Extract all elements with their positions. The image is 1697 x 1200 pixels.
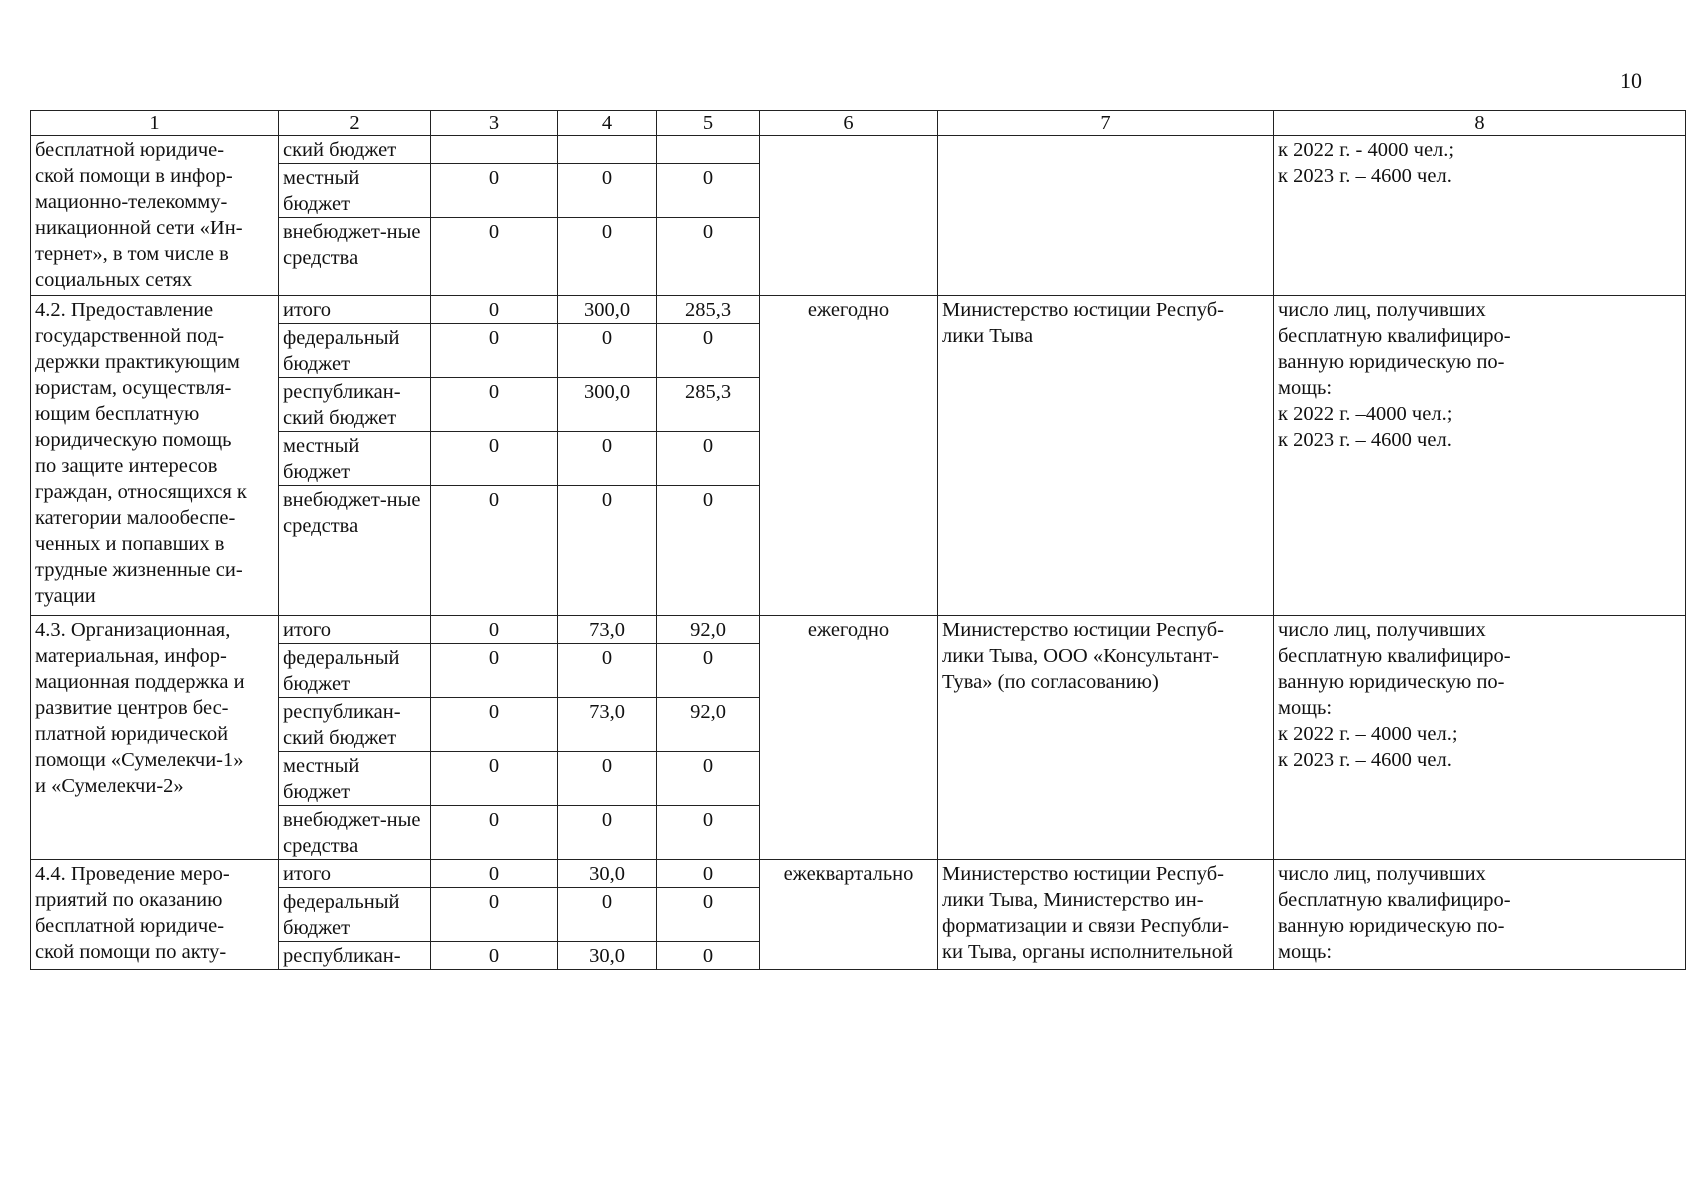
measure-name-line: ской помощи в инфор-	[35, 165, 233, 187]
header-cell: 5	[657, 111, 760, 136]
measure-name-line: бесплатной юридиче-	[35, 139, 225, 161]
amount-c3: 0	[431, 324, 558, 378]
executor-cell	[938, 616, 1274, 860]
measure-name-line: мационная поддержка и	[35, 671, 245, 693]
amount-c5: 0	[657, 644, 760, 698]
funding-source: внебюджет-ные средства	[279, 486, 431, 616]
executor-line: форматизации и связи Республи-	[942, 915, 1229, 937]
header-cell: 6	[760, 111, 938, 136]
funding-source: республикан-ский бюджет	[279, 698, 431, 752]
indicator-line: ванную юридическую по-	[1278, 915, 1505, 937]
measure-name-line: юристам, осуществля-	[35, 377, 232, 399]
funding-source: республикан-	[279, 942, 431, 970]
indicator-line: к 2022 г. –4000 чел.;	[1278, 403, 1453, 425]
measure-name-line: трудные жизненные си-	[35, 559, 243, 581]
indicator-line: к 2023 г. – 4600 чел.	[1278, 165, 1452, 187]
funding-row	[31, 616, 1686, 644]
funding-source: республикан-ский бюджет	[279, 378, 431, 432]
measure-name-line: бесплатной юридиче-	[35, 915, 225, 937]
amount-c5: 0	[657, 164, 760, 218]
amount-c3: 0	[431, 378, 558, 432]
executor-line: лики Тыва, Министерство ин-	[942, 889, 1204, 911]
indicator-line: ванную юридическую по-	[1278, 351, 1505, 373]
amount-c5: 0	[657, 432, 760, 486]
indicator-line: число лиц, получивших	[1278, 863, 1486, 885]
period-cell: ежегодно	[760, 616, 938, 860]
amount-c5: 92,0	[657, 616, 760, 644]
measure-name-line: платной юридической	[35, 723, 229, 745]
amount-c5: 285,3	[657, 378, 760, 432]
measure-name-line: 4.3. Организационная,	[35, 619, 231, 641]
indicator-line: мощь:	[1278, 941, 1333, 963]
measure-name-line: тернет», в том числе в	[35, 243, 229, 265]
amount-c4: 30,0	[558, 942, 657, 970]
measure-name-line: развитие центров бес-	[35, 697, 229, 719]
header-cell: 8	[1274, 111, 1686, 136]
program-table	[30, 110, 1686, 970]
amount-c5: 0	[657, 942, 760, 970]
funding-source: итого	[279, 616, 431, 644]
indicator-line: бесплатную квалифициро-	[1278, 889, 1511, 911]
funding-source: местный бюджет	[279, 752, 431, 806]
period-cell: ежеквартально	[760, 860, 938, 970]
funding-source: ский бюджет	[279, 136, 431, 164]
amount-c4: 0	[558, 324, 657, 378]
measure-name	[31, 616, 279, 860]
executor-line: Министерство юстиции Респуб-	[942, 619, 1224, 641]
indicator-cell	[1274, 136, 1686, 296]
indicator-line: число лиц, получивших	[1278, 299, 1486, 321]
amount-c5: 285,3	[657, 296, 760, 324]
amount-c3: 0	[431, 218, 558, 296]
executor-line: Тува» (по согласованию)	[942, 671, 1159, 693]
measure-name-line: категории малообеспе-	[35, 507, 236, 529]
amount-c5: 0	[657, 218, 760, 296]
amount-c3	[431, 136, 558, 164]
executor-cell	[938, 296, 1274, 616]
amount-c4: 0	[558, 888, 657, 942]
amount-c3: 0	[431, 164, 558, 218]
executor-line: лики Тыва	[942, 325, 1034, 347]
indicator-line: к 2023 г. – 4600 чел.	[1278, 429, 1452, 451]
measure-name-line: по защите интересов	[35, 455, 218, 477]
measure-name-line: государственной под-	[35, 325, 225, 347]
funding-source: федеральный бюджет	[279, 888, 431, 942]
indicator-line: ванную юридическую по-	[1278, 671, 1505, 693]
measure-name	[31, 860, 279, 970]
amount-c5: 0	[657, 752, 760, 806]
measure-name-line: 4.2. Предоставление	[35, 299, 214, 321]
indicator-line: мощь:	[1278, 377, 1333, 399]
amount-c4: 0	[558, 164, 657, 218]
amount-c5: 0	[657, 860, 760, 888]
funding-source: федеральный бюджет	[279, 644, 431, 698]
measure-name-line: юридическую помощь	[35, 429, 232, 451]
header-cell: 3	[431, 111, 558, 136]
measure-name-line: социальных сетях	[35, 269, 193, 291]
header-row	[31, 111, 1686, 136]
header-cell: 7	[938, 111, 1274, 136]
amount-c4: 0	[558, 752, 657, 806]
measure-name-line: граждан, относящихся к	[35, 481, 247, 503]
measure-name-line: ющим бесплатную	[35, 403, 200, 425]
amount-c3: 0	[431, 644, 558, 698]
period-cell: ежегодно	[760, 296, 938, 616]
amount-c3: 0	[431, 486, 558, 616]
executor-line: Министерство юстиции Респуб-	[942, 299, 1224, 321]
amount-c3: 0	[431, 698, 558, 752]
measure-name-line: туации	[35, 585, 96, 607]
executor-line: лики Тыва, ООО «Консультант-	[942, 645, 1219, 667]
funding-source: местный бюджет	[279, 164, 431, 218]
amount-c4: 300,0	[558, 378, 657, 432]
amount-c4: 300,0	[558, 296, 657, 324]
funding-source: местный бюджет	[279, 432, 431, 486]
measure-name-line: никационной сети «Ин-	[35, 217, 243, 239]
amount-c3: 0	[431, 752, 558, 806]
indicator-line: бесплатную квалифициро-	[1278, 645, 1511, 667]
funding-source: итого	[279, 296, 431, 324]
amount-c5: 0	[657, 486, 760, 616]
indicator-cell	[1274, 296, 1686, 616]
amount-c4: 0	[558, 432, 657, 486]
amount-c3: 0	[431, 432, 558, 486]
amount-c3: 0	[431, 888, 558, 942]
indicator-cell	[1274, 616, 1686, 860]
amount-c4: 0	[558, 486, 657, 616]
header-cell: 4	[558, 111, 657, 136]
amount-c3: 0	[431, 806, 558, 860]
measure-name-line: ской помощи по акту-	[35, 941, 227, 963]
amount-c5: 0	[657, 324, 760, 378]
measure-name-line: мационно-телекомму-	[35, 191, 228, 213]
funding-row	[31, 860, 1686, 888]
indicator-line: мощь:	[1278, 697, 1333, 719]
funding-row	[31, 136, 1686, 164]
indicator-line: к 2022 г. – 4000 чел.;	[1278, 723, 1458, 745]
amount-c4: 0	[558, 806, 657, 860]
funding-row	[31, 296, 1686, 324]
amount-c4: 0	[558, 218, 657, 296]
measure-name-line: материальная, инфор-	[35, 645, 227, 667]
indicator-line: бесплатную квалифициро-	[1278, 325, 1511, 347]
measure-name-line: ченных и попавших в	[35, 533, 225, 555]
header-cell: 1	[31, 111, 279, 136]
amount-c3: 0	[431, 942, 558, 970]
amount-c5	[657, 136, 760, 164]
amount-c4	[558, 136, 657, 164]
measure-name-line: держки практикующим	[35, 351, 240, 373]
amount-c4: 73,0	[558, 616, 657, 644]
measure-name-line: помощи «Сумелекчи-1»	[35, 749, 244, 771]
executor-line: Министерство юстиции Респуб-	[942, 863, 1224, 885]
executor-cell	[938, 136, 1274, 296]
amount-c3: 0	[431, 860, 558, 888]
period-cell	[760, 136, 938, 296]
executor-cell	[938, 860, 1274, 970]
amount-c4: 0	[558, 644, 657, 698]
amount-c5: 0	[657, 806, 760, 860]
funding-source: внебюджет-ные средства	[279, 806, 431, 860]
amount-c5: 92,0	[657, 698, 760, 752]
amount-c3: 0	[431, 296, 558, 324]
amount-c5: 0	[657, 888, 760, 942]
indicator-line: к 2023 г. – 4600 чел.	[1278, 749, 1452, 771]
indicator-line: к 2022 г. - 4000 чел.;	[1278, 139, 1455, 161]
funding-source: федеральный бюджет	[279, 324, 431, 378]
executor-line: ки Тыва, органы исполнительной	[942, 941, 1233, 963]
indicator-line: число лиц, получивших	[1278, 619, 1486, 641]
indicator-cell	[1274, 860, 1686, 970]
measure-name-line: приятий по оказанию	[35, 889, 223, 911]
measure-name-line: и «Сумелекчи-2»	[35, 775, 184, 797]
measure-name	[31, 136, 279, 296]
measure-name	[31, 296, 279, 616]
page-number: 10	[1620, 68, 1642, 93]
amount-c3: 0	[431, 616, 558, 644]
header-cell: 2	[279, 111, 431, 136]
funding-source: итого	[279, 860, 431, 888]
amount-c4: 73,0	[558, 698, 657, 752]
amount-c4: 30,0	[558, 860, 657, 888]
funding-source: внебюджет-ные средства	[279, 218, 431, 296]
measure-name-line: 4.4. Проведение меро-	[35, 863, 230, 885]
